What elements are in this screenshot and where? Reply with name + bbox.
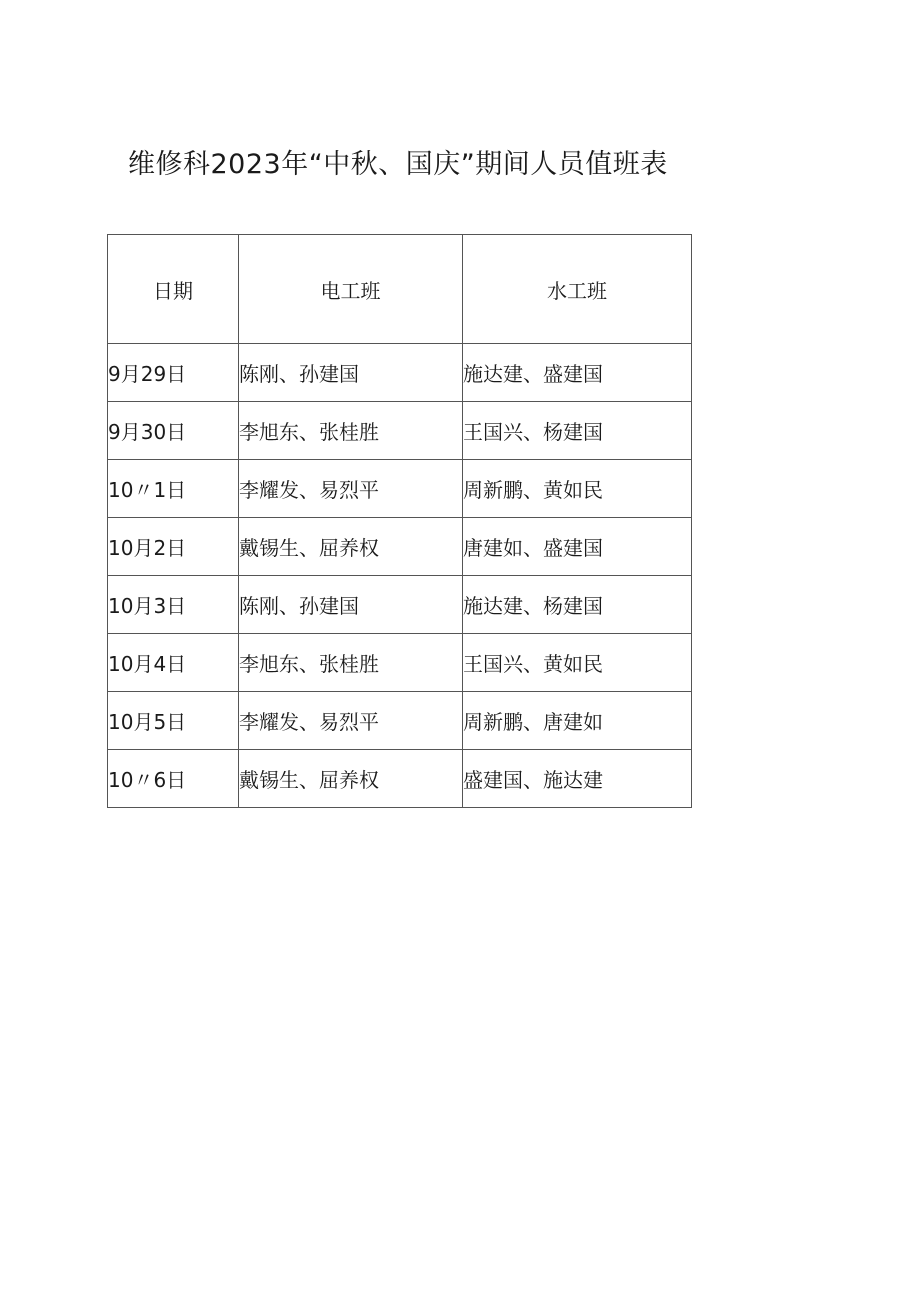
water-staff-cell: 施达建、杨建国 — [463, 576, 692, 634]
table-row — [108, 750, 692, 808]
header-date: 日期 — [108, 235, 239, 344]
water-staff-cell: 周新鹏、唐建如 — [463, 692, 692, 750]
date-cell: 10〃6日 — [108, 750, 239, 808]
electric-staff-cell: 李耀发、易烈平 — [239, 460, 463, 518]
table-row — [108, 576, 692, 634]
table-row — [108, 402, 692, 460]
date-cell: 10月4日 — [108, 634, 239, 692]
table-row — [108, 460, 692, 518]
water-staff-cell: 盛建国、施达建 — [463, 750, 692, 808]
water-staff-cell: 王国兴、黄如民 — [463, 634, 692, 692]
electric-staff-cell: 陈刚、孙建国 — [239, 344, 463, 402]
header-water-team: 水工班 — [463, 235, 692, 344]
electric-staff-cell: 李旭东、张桂胜 — [239, 402, 463, 460]
water-staff-cell: 施达建、盛建国 — [463, 344, 692, 402]
table-row — [108, 518, 692, 576]
electric-staff-cell: 戴锡生、屈养权 — [239, 518, 463, 576]
date-cell: 10〃1日 — [108, 460, 239, 518]
electric-staff-cell: 李耀发、易烈平 — [239, 692, 463, 750]
water-staff-cell: 王国兴、杨建国 — [463, 402, 692, 460]
electric-staff-cell: 李旭东、张桂胜 — [239, 634, 463, 692]
duty-schedule-table — [107, 234, 692, 808]
water-staff-cell: 唐建如、盛建国 — [463, 518, 692, 576]
document-title: 维修科2023年“中秋、国庆”期间人员值班表 — [128, 149, 668, 180]
date-cell: 10月3日 — [108, 576, 239, 634]
electric-staff-cell: 戴锡生、屈养权 — [239, 750, 463, 808]
date-cell: 10月2日 — [108, 518, 239, 576]
water-staff-cell: 周新鹏、黄如民 — [463, 460, 692, 518]
date-cell: 9月29日 — [108, 344, 239, 402]
table-row — [108, 344, 692, 402]
table-header-row — [108, 235, 692, 344]
date-cell: 9月30日 — [108, 402, 239, 460]
date-cell: 10月5日 — [108, 692, 239, 750]
header-electric-team: 电工班 — [239, 235, 463, 344]
table-row — [108, 692, 692, 750]
table-row — [108, 634, 692, 692]
electric-staff-cell: 陈刚、孙建国 — [239, 576, 463, 634]
